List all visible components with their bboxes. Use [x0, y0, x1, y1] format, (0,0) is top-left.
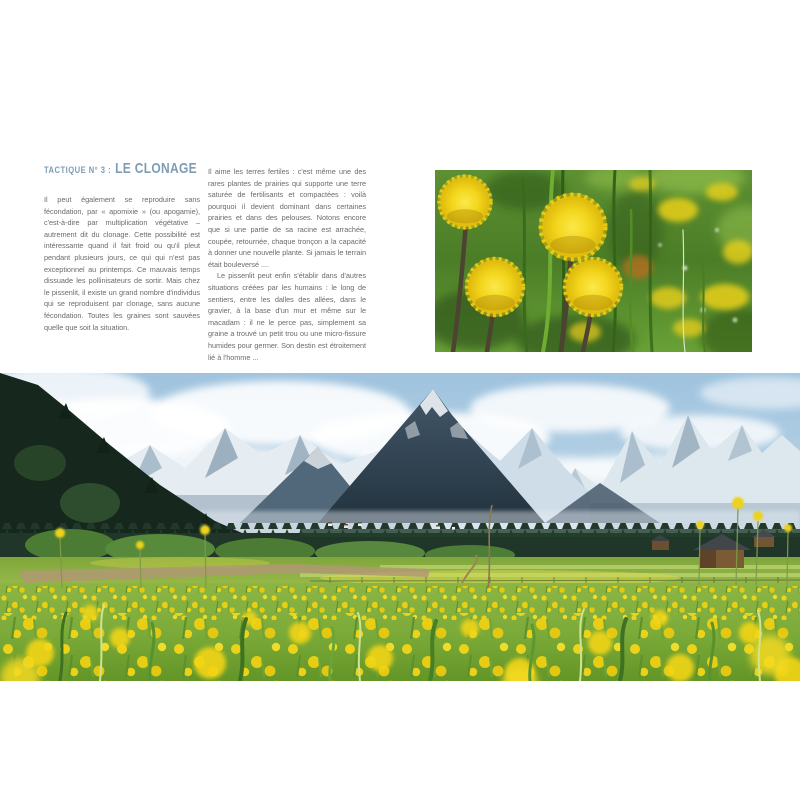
dandelion-closeup-photo — [435, 170, 752, 352]
section-kicker: TACTIQUE N° 3 : — [44, 165, 112, 176]
paragraph: Il peut également se reproduire sans fécondation, par « apomixie » (ou apogamie), c'est-à-dire par multiplication végétative – autrement dit du clonage. Cette possibilité est intéressante quand il fait froid ou qu'il pleut pendant plusieurs jours, ce qui qui n'est pas exceptionnel au printemps. Ce mauvais temps dissuade les pollinisateurs de sortir. Mais chez le pissenlit, il existe un grand nombre d'individus qui se reproduisent par clonage, sans aucune fécondation. Toutes les graines sont sauvées quelle que soit la situation. — [44, 195, 200, 332]
paragraph: Il aime les terres fertiles : c'est même une des rares plantes de prairies qui supporte une terre saturée de fertilisants et compactées : voilà pourquoi il devient dominant dans certaines prairies et dans des pelouses. Notons encore que si une partie de sa racine est arrachée, coupée, retournée, chaque tronçon a la capacité à donner une nouvelle plante. Si jamais le terrain était bouleversé .... — [208, 167, 366, 269]
page-title: LE CLONAGE — [115, 160, 197, 177]
alpine-meadow-panorama-photo — [0, 373, 800, 681]
alpine-panorama-illustration — [0, 373, 800, 681]
dandelion-closeup-illustration — [435, 170, 752, 352]
section-header — [44, 160, 197, 177]
body-column-2 — [208, 166, 366, 363]
body-column-1 — [44, 194, 200, 333]
paragraph: Le pissenlit peut enfin s'établir dans d'autres situations créées par les humains : le long de sentiers, entre les dalles des allées, dans le gravier, à la base d'un mur et même sur le macadam : il ne le perce pas, simplement sa graine a trouvé un petit trou ou une micro-fissure humides pour germer. Son destin est étroitement lié à l'homme ... — [208, 271, 366, 362]
